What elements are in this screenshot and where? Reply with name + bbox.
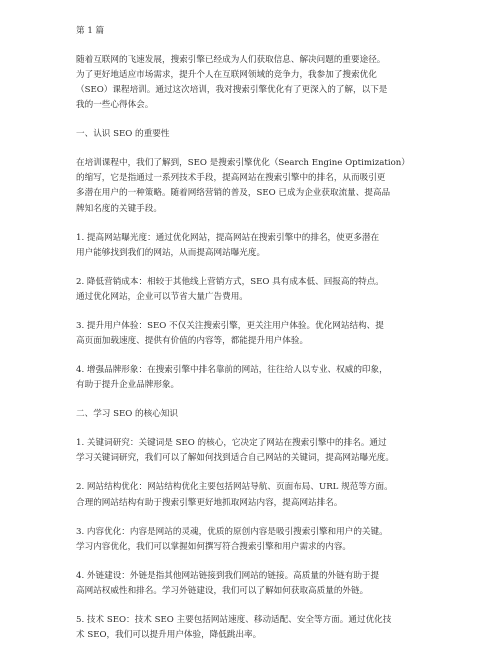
text-line: 合理的网站结构有助于搜索引擎更好地抓取网站内容，提高网站排名。: [76, 497, 343, 508]
text-line: 我的一些心得体会。: [76, 100, 154, 111]
document-page: [76, 24, 436, 643]
text-line: 的缩写，它是指通过一系列技术手段，提高网站在搜索引擎中的排名，从而吸引更: [76, 173, 386, 184]
list-item: [76, 319, 436, 349]
list-item: [76, 525, 436, 555]
list-item: [76, 436, 436, 466]
text-line: 4. 外链建设：外链是指其他网站链接到我们网站的链接。高质量的外链有助于提: [76, 570, 380, 581]
section-intro-paragraph: [76, 156, 436, 217]
text-line: 2. 降低营销成本：相较于其他线上营销方式，SEO 具有成本低、回报高的特点。: [76, 276, 384, 287]
text-line: 术 SEO，我们可以提升用户体验，降低跳出率。: [76, 630, 262, 641]
text-line: （SEO）课程培训。通过这次培训，我对搜索引擎优化有了更深入的了解，以下是: [76, 85, 388, 96]
text-line: 在培训课程中，我们了解到，SEO 是搜索引擎优化（Search Engine Optimization）: [76, 158, 410, 168]
text-line: 学习内容优化，我们可以掌握如何撰写符合搜索引擎和用户需求的内容。: [76, 541, 352, 552]
list-item: [76, 275, 436, 305]
text-line: 3. 内容优化：内容是网站的灵魂，优质的原创内容是吸引搜索引擎和用户的关键。: [76, 526, 388, 537]
text-line: 用户能够找到我们的网站，从而提高网站曝光度。: [76, 247, 266, 258]
text-line: 2. 网站结构优化：网站结构优化主要包括网站导航、页面布局、URL 规范等方面。: [76, 482, 393, 493]
text-line: 4. 增强品牌形象：在搜索引擎中排名靠前的网站，往往给人以专业、权威的印象，: [76, 365, 388, 376]
text-line: 随着互联网的飞速发展，搜索引擎已经成为人们获取信息、解决问题的重要途径。: [76, 54, 386, 65]
intro-paragraph: [76, 53, 436, 114]
text-line: 5. 技术 SEO：技术 SEO 主要包括网站速度、移动适配、安全等方面。通过优化技: [76, 615, 392, 626]
text-line: 1. 提高网站曝光度：通过优化网站，提高网站在搜索引擎中的排名，使更多潜在: [76, 232, 380, 243]
text-line: 学习关键词研究，我们可以了解如何找到适合自己网站的关键词，提高网站曝光度。: [76, 453, 394, 464]
text-line: 多潜在用户的一种策略。随着网络营销的普及，SEO 已成为企业获取流量、提高品: [76, 188, 391, 199]
text-line: 1. 关键词研究：关键词是 SEO 的核心，它决定了网站在搜索引擎中的排名。通过: [76, 438, 387, 449]
section-heading: 一、认识 SEO 的重要性: [76, 129, 170, 140]
text-line: 牌知名度的关键手段。: [76, 203, 162, 214]
list-item: [76, 569, 436, 599]
text-line: 为了更好地适应市场需求，提升个人在互联网领域的竞争力，我参加了搜索优化: [76, 70, 377, 80]
list-item: [76, 613, 436, 643]
list-item: [76, 480, 436, 510]
text-line: 3. 提升用户体验：SEO 不仅关注搜索引擎，更关注用户体验。优化网站结构、提: [76, 321, 384, 332]
section-heading: 二、学习 SEO 的核心知识: [76, 409, 179, 420]
chapter-title: 第 1 篇: [76, 26, 105, 36]
text-line: 高网站权威性和排名。学习外链建设，我们可以了解如何获取高质量的外链。: [76, 586, 369, 597]
list-item: [76, 231, 436, 261]
list-item: [76, 363, 436, 393]
text-line: 有助于提升企业品牌形象。: [76, 380, 180, 391]
text-line: 高页面加载速度、提供有价值的内容等，都能提升用户体验。: [76, 336, 309, 347]
text-line: 通过优化网站，企业可以节省大量广告费用。: [76, 292, 248, 303]
